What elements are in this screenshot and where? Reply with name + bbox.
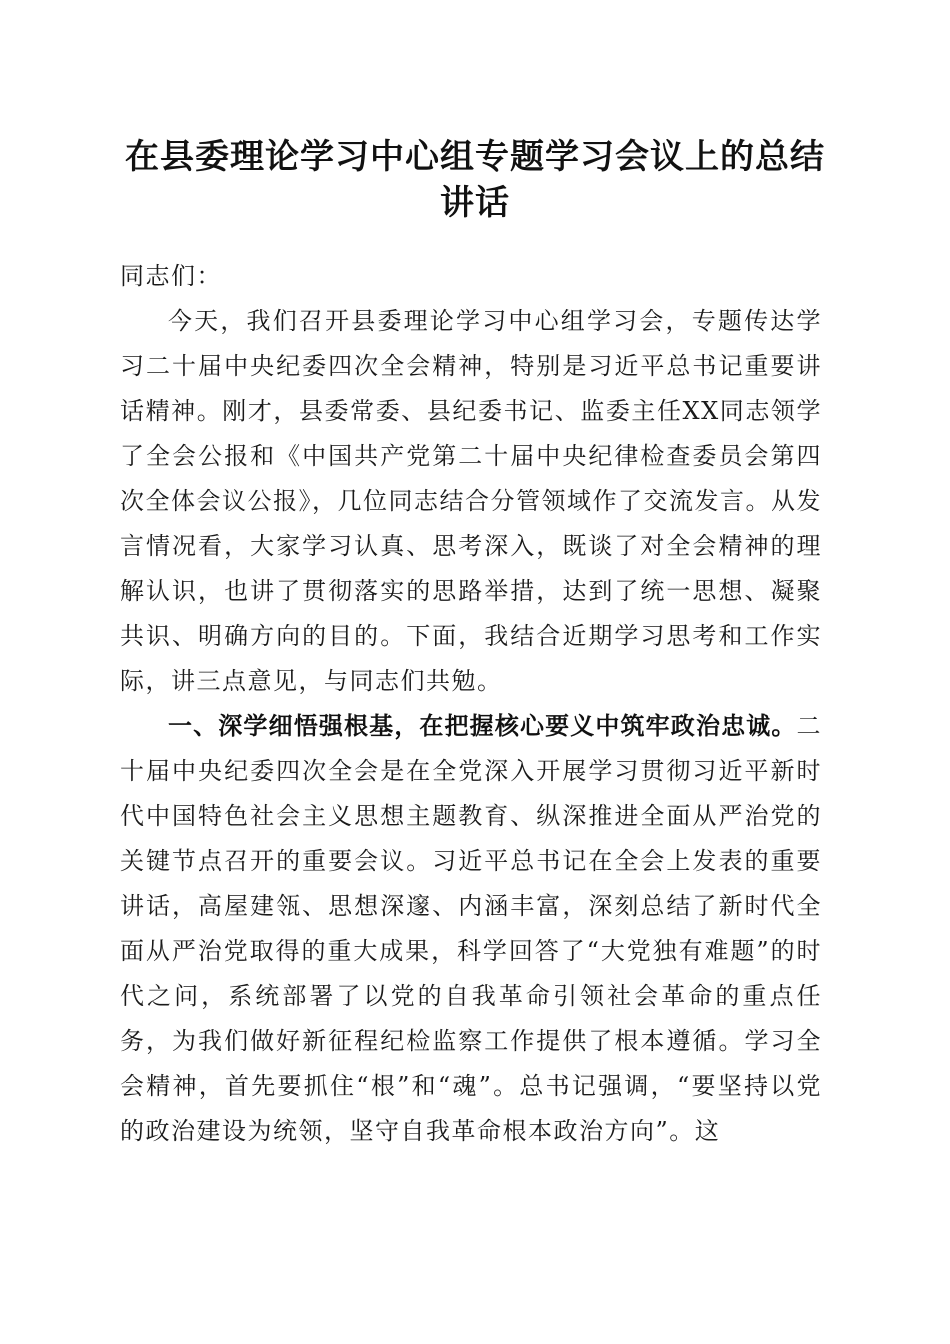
salutation: 同志们： <box>120 262 222 290</box>
document-title: 在县委理论学习中心组专题学习会议上的总结讲话 <box>125 137 825 223</box>
section-one-heading: 一、深学细悟强根基，在把握核心要义中筑牢政治忠诚。 <box>168 712 797 740</box>
document-body <box>120 254 822 1154</box>
intro-paragraph: 今天，我们召开县委理论学习中心组学习会，专题传达学习二十届中央纪委四次全会精神，特别是习近平总书记重要讲话精神。刚才，县委常委、县纪委书记、监委主任XX同志领学了全会公报和《中国共产党第二十届中央纪律检查委员会第四次全体会议公报》，几位同志结合分管领域作了交流发言。从发言情况看，大家学习认真、思考深入，既谈了对全会精神的理解认识，也讲了贯彻落实的思路举措，达到了统一思想、凝聚共识、明确方向的目的。下面，我结合近期学习思考和工作实际，讲三点意见，与同志们共勉。 <box>120 307 822 695</box>
section-one <box>120 704 822 1154</box>
section-one-body: 二十届中央纪委四次全会是在全党深入开展学习贯彻习近平新时代中国特色社会主义思想主题教育、纵深推进全面从严治党的关键节点召开的重要会议。习近平总书记在全会上发表的重要讲话，高屋建瓴、思想深邃、内涵丰富，深刻总结了新时代全面从严治党取得的重大成果，科学回答了“大党独有难题”的时代之问，系统部署了以党的自我革命引领社会革命的重点任务，为我们做好新征程纪检监察工作提供了根本遵循。学习全会精神，首先要抓住“根”和“魂”。总书记强调，“要坚持以党的政治建设为统领，坚守自我革命根本政治方向”。这 <box>120 712 822 1145</box>
